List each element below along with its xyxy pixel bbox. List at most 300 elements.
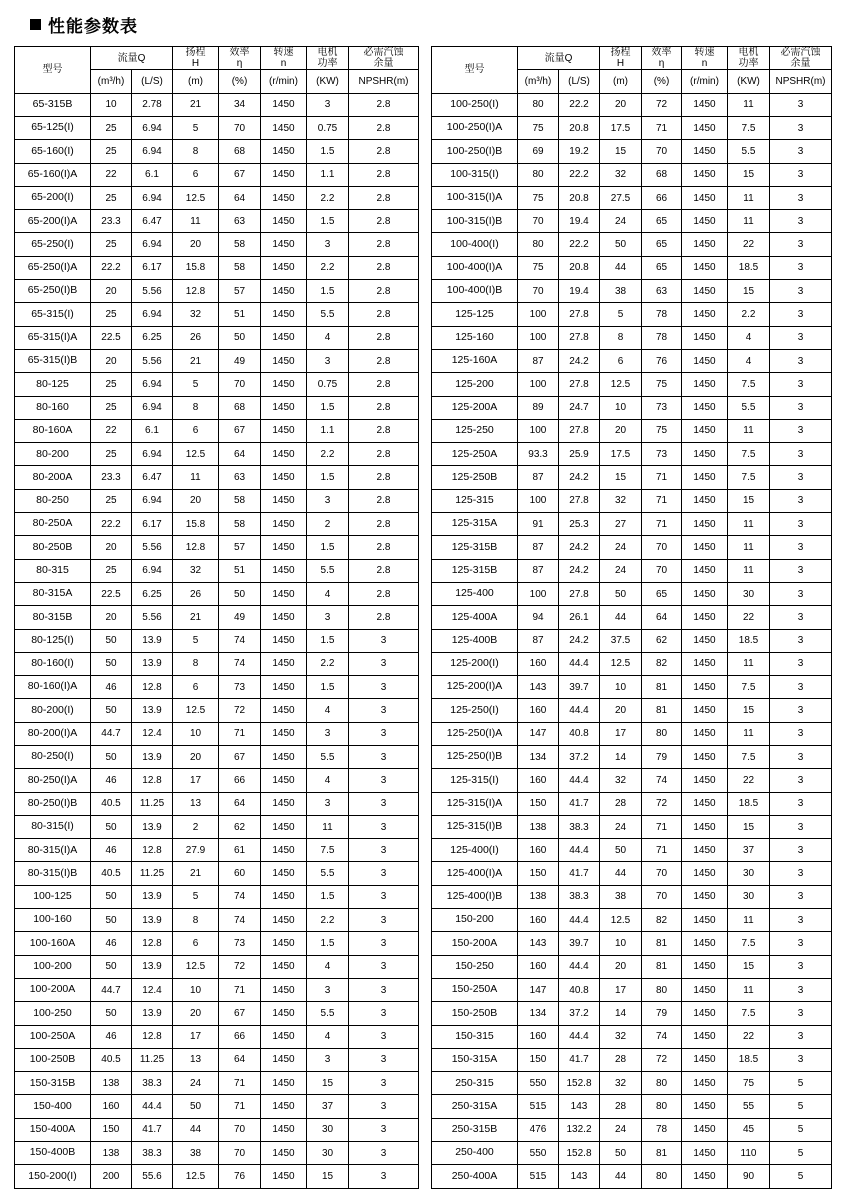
cell-value: 27.8 bbox=[559, 303, 600, 326]
cell-value: 94 bbox=[518, 606, 559, 629]
cell-value: 17 bbox=[173, 769, 219, 792]
cell-value: 1.5 bbox=[307, 536, 349, 559]
cell-model: 100-400(I)A bbox=[432, 256, 518, 279]
cell-value: 28 bbox=[600, 792, 642, 815]
table-row bbox=[15, 1072, 419, 1095]
cell-value: 12.8 bbox=[132, 676, 173, 699]
table-row bbox=[15, 1165, 419, 1188]
cell-value: 12.5 bbox=[173, 699, 219, 722]
header-flow-m3h: (m³/h) bbox=[91, 70, 132, 93]
cell-value: 476 bbox=[518, 1118, 559, 1141]
cell-value: 20 bbox=[91, 349, 132, 372]
table-row bbox=[432, 489, 832, 512]
cell-value: 2.78 bbox=[132, 93, 173, 116]
cell-value: 32 bbox=[600, 769, 642, 792]
cell-value: 3 bbox=[770, 1002, 832, 1025]
cell-value: 3 bbox=[770, 978, 832, 1001]
cell-value: 66 bbox=[219, 769, 261, 792]
cell-value: 2.8 bbox=[349, 93, 419, 116]
cell-value: 1.1 bbox=[307, 163, 349, 186]
cell-value: 3 bbox=[770, 280, 832, 303]
cell-value: 3 bbox=[770, 909, 832, 932]
cell-value: 100 bbox=[518, 326, 559, 349]
cell-value: 1450 bbox=[261, 769, 307, 792]
header-row-top bbox=[432, 47, 832, 70]
cell-value: 3 bbox=[770, 629, 832, 652]
cell-model: 65-160(I)A bbox=[15, 163, 91, 186]
cell-model: 125-160 bbox=[432, 326, 518, 349]
cell-value: 70 bbox=[219, 116, 261, 139]
cell-value: 93.3 bbox=[518, 443, 559, 466]
cell-value: 1450 bbox=[261, 303, 307, 326]
header-flow-group: 流量Q bbox=[91, 47, 173, 70]
cell-value: 11 bbox=[728, 93, 770, 116]
cell-value: 44.4 bbox=[559, 769, 600, 792]
table-row bbox=[432, 862, 832, 885]
cell-value: 11 bbox=[307, 815, 349, 838]
cell-value: 3 bbox=[770, 349, 832, 372]
cell-value: 25 bbox=[91, 396, 132, 419]
cell-value: 15.8 bbox=[173, 256, 219, 279]
cell-model: 65-200(I)A bbox=[15, 210, 91, 233]
table-row bbox=[15, 1025, 419, 1048]
cell-model: 100-250(I) bbox=[432, 93, 518, 116]
cell-value: 1450 bbox=[682, 163, 728, 186]
cell-value: 15.8 bbox=[173, 513, 219, 536]
cell-value: 44.4 bbox=[559, 955, 600, 978]
table-row bbox=[15, 419, 419, 442]
cell-model: 125-200 bbox=[432, 373, 518, 396]
cell-value: 3 bbox=[770, 419, 832, 442]
cell-value: 37 bbox=[728, 839, 770, 862]
cell-value: 27.8 bbox=[559, 373, 600, 396]
cell-model: 125-250(I)B bbox=[432, 745, 518, 768]
cell-value: 12.8 bbox=[132, 769, 173, 792]
cell-value: 515 bbox=[518, 1165, 559, 1188]
cell-model: 80-200 bbox=[15, 443, 91, 466]
cell-model: 125-250B bbox=[432, 466, 518, 489]
cell-value: 6.94 bbox=[132, 443, 173, 466]
cell-value: 6.47 bbox=[132, 466, 173, 489]
cell-value: 2 bbox=[307, 513, 349, 536]
table-row bbox=[15, 1095, 419, 1118]
cell-value: 3 bbox=[307, 792, 349, 815]
cell-value: 3 bbox=[349, 1025, 419, 1048]
header-power-unit: (KW) bbox=[728, 70, 770, 93]
cell-model: 80-315A bbox=[15, 582, 91, 605]
cell-value: 63 bbox=[219, 210, 261, 233]
cell-value: 1450 bbox=[682, 909, 728, 932]
cell-value: 7.5 bbox=[728, 116, 770, 139]
cell-value: 3 bbox=[770, 559, 832, 582]
cell-value: 14 bbox=[600, 745, 642, 768]
cell-value: 143 bbox=[518, 932, 559, 955]
cell-value: 21 bbox=[173, 606, 219, 629]
cell-value: 1450 bbox=[682, 210, 728, 233]
table-row bbox=[432, 909, 832, 932]
cell-value: 40.8 bbox=[559, 978, 600, 1001]
cell-value: 3 bbox=[770, 815, 832, 838]
cell-value: 13 bbox=[173, 792, 219, 815]
cell-value: 15 bbox=[600, 466, 642, 489]
cell-value: 5 bbox=[600, 303, 642, 326]
cell-value: 3 bbox=[770, 652, 832, 675]
cell-value: 58 bbox=[219, 489, 261, 512]
cell-value: 100 bbox=[518, 419, 559, 442]
cell-value: 20 bbox=[173, 489, 219, 512]
cell-value: 1450 bbox=[682, 349, 728, 372]
cell-value: 3 bbox=[770, 396, 832, 419]
table-row bbox=[432, 978, 832, 1001]
cell-value: 1450 bbox=[261, 722, 307, 745]
cell-model: 100-250B bbox=[15, 1048, 91, 1071]
cell-value: 46 bbox=[91, 932, 132, 955]
cell-value: 44.4 bbox=[559, 909, 600, 932]
cell-value: 2.8 bbox=[349, 303, 419, 326]
cell-model: 125-400(I)B bbox=[432, 885, 518, 908]
table-row bbox=[432, 513, 832, 536]
cell-value: 63 bbox=[642, 280, 682, 303]
table-row bbox=[432, 582, 832, 605]
cell-value: 2.8 bbox=[349, 233, 419, 256]
header-speed-unit: (r/min) bbox=[682, 70, 728, 93]
cell-value: 25 bbox=[91, 233, 132, 256]
cell-value: 1450 bbox=[261, 1072, 307, 1095]
cell-value: 73 bbox=[219, 676, 261, 699]
cell-value: 24.2 bbox=[559, 629, 600, 652]
cell-value: 65 bbox=[642, 210, 682, 233]
cell-value: 3 bbox=[770, 513, 832, 536]
table-row bbox=[432, 1048, 832, 1071]
cell-value: 26 bbox=[173, 582, 219, 605]
cell-value: 1450 bbox=[682, 1025, 728, 1048]
table-row bbox=[432, 955, 832, 978]
header-head: 扬程 H bbox=[173, 47, 219, 70]
cell-value: 25 bbox=[91, 373, 132, 396]
cell-value: 51 bbox=[219, 303, 261, 326]
cell-value: 1.5 bbox=[307, 676, 349, 699]
cell-value: 63 bbox=[219, 466, 261, 489]
cell-value: 50 bbox=[91, 909, 132, 932]
cell-value: 22.2 bbox=[91, 256, 132, 279]
cell-value: 3 bbox=[770, 116, 832, 139]
cell-value: 75 bbox=[518, 256, 559, 279]
cell-value: 4 bbox=[307, 1025, 349, 1048]
table-row bbox=[432, 140, 832, 163]
cell-value: 44.4 bbox=[559, 699, 600, 722]
cell-value: 1450 bbox=[261, 116, 307, 139]
cell-value: 44 bbox=[600, 1165, 642, 1188]
cell-value: 3 bbox=[770, 1025, 832, 1048]
cell-value: 3 bbox=[307, 606, 349, 629]
cell-value: 138 bbox=[518, 885, 559, 908]
cell-value: 6.25 bbox=[132, 326, 173, 349]
cell-value: 37.2 bbox=[559, 1002, 600, 1025]
table-header-right bbox=[432, 47, 832, 94]
cell-value: 3 bbox=[349, 652, 419, 675]
header-power: 电机 功率 bbox=[728, 47, 770, 70]
cell-model: 80-250(I)A bbox=[15, 769, 91, 792]
cell-value: 1450 bbox=[261, 862, 307, 885]
cell-value: 10 bbox=[173, 722, 219, 745]
table-row bbox=[15, 513, 419, 536]
table-row bbox=[432, 186, 832, 209]
table-row bbox=[432, 326, 832, 349]
cell-value: 5.56 bbox=[132, 349, 173, 372]
cell-value: 1.5 bbox=[307, 280, 349, 303]
cell-value: 50 bbox=[600, 839, 642, 862]
cell-value: 23.3 bbox=[91, 210, 132, 233]
cell-value: 64 bbox=[219, 792, 261, 815]
cell-value: 2.2 bbox=[307, 186, 349, 209]
cell-value: 3 bbox=[307, 233, 349, 256]
table-row bbox=[15, 1048, 419, 1071]
cell-value: 1450 bbox=[261, 1048, 307, 1071]
table-row bbox=[15, 652, 419, 675]
cell-value: 74 bbox=[219, 909, 261, 932]
cell-model: 150-315 bbox=[432, 1025, 518, 1048]
cell-value: 24 bbox=[600, 210, 642, 233]
cell-value: 50 bbox=[91, 955, 132, 978]
cell-model: 100-250 bbox=[15, 1002, 91, 1025]
cell-value: 1450 bbox=[682, 792, 728, 815]
cell-value: 30 bbox=[728, 862, 770, 885]
cell-value: 138 bbox=[518, 815, 559, 838]
cell-model: 80-250(I) bbox=[15, 745, 91, 768]
cell-value: 66 bbox=[219, 1025, 261, 1048]
cell-value: 6.17 bbox=[132, 256, 173, 279]
cell-model: 125-400(I)A bbox=[432, 862, 518, 885]
cell-value: 3 bbox=[770, 862, 832, 885]
cell-value: 44.7 bbox=[91, 978, 132, 1001]
cell-value: 7.5 bbox=[728, 932, 770, 955]
cell-value: 132.2 bbox=[559, 1118, 600, 1141]
cell-value: 32 bbox=[173, 559, 219, 582]
table-row bbox=[15, 1002, 419, 1025]
cell-value: 11 bbox=[728, 978, 770, 1001]
cell-value: 1450 bbox=[261, 489, 307, 512]
cell-model: 65-315(I) bbox=[15, 303, 91, 326]
cell-model: 80-315(I) bbox=[15, 815, 91, 838]
table-header-left bbox=[15, 47, 419, 94]
cell-value: 11 bbox=[728, 513, 770, 536]
cell-value: 160 bbox=[518, 769, 559, 792]
cell-model: 125-315(I)A bbox=[432, 792, 518, 815]
cell-value: 3 bbox=[349, 1095, 419, 1118]
cell-value: 71 bbox=[642, 839, 682, 862]
cell-value: 160 bbox=[518, 699, 559, 722]
cell-value: 81 bbox=[642, 932, 682, 955]
table-row bbox=[432, 396, 832, 419]
cell-value: 6.94 bbox=[132, 559, 173, 582]
cell-value: 6 bbox=[173, 419, 219, 442]
cell-value: 2.8 bbox=[349, 186, 419, 209]
cell-value: 2.2 bbox=[307, 652, 349, 675]
cell-value: 138 bbox=[91, 1142, 132, 1165]
cell-value: 10 bbox=[600, 396, 642, 419]
cell-value: 11.25 bbox=[132, 792, 173, 815]
cell-value: 1.5 bbox=[307, 932, 349, 955]
cell-model: 100-160 bbox=[15, 909, 91, 932]
cell-model: 125-315B bbox=[432, 536, 518, 559]
cell-value: 32 bbox=[600, 163, 642, 186]
cell-value: 5.56 bbox=[132, 606, 173, 629]
cell-value: 22.2 bbox=[559, 93, 600, 116]
cell-value: 1450 bbox=[682, 280, 728, 303]
cell-value: 22.5 bbox=[91, 582, 132, 605]
cell-value: 3 bbox=[307, 722, 349, 745]
cell-value: 7.5 bbox=[728, 443, 770, 466]
table-row bbox=[432, 373, 832, 396]
cell-value: 91 bbox=[518, 513, 559, 536]
table-row bbox=[15, 256, 419, 279]
cell-value: 3 bbox=[349, 955, 419, 978]
cell-value: 24 bbox=[600, 536, 642, 559]
cell-model: 100-125 bbox=[15, 885, 91, 908]
cell-value: 22 bbox=[728, 606, 770, 629]
cell-value: 75 bbox=[728, 1072, 770, 1095]
cell-value: 3 bbox=[349, 1142, 419, 1165]
cell-value: 6 bbox=[173, 676, 219, 699]
cell-value: 13.9 bbox=[132, 1002, 173, 1025]
cell-value: 134 bbox=[518, 745, 559, 768]
cell-value: 58 bbox=[219, 256, 261, 279]
cell-model: 80-160(I)A bbox=[15, 676, 91, 699]
table-row bbox=[432, 280, 832, 303]
cell-value: 21 bbox=[173, 349, 219, 372]
cell-value: 79 bbox=[642, 745, 682, 768]
cell-value: 20 bbox=[91, 536, 132, 559]
cell-value: 3 bbox=[307, 349, 349, 372]
table-row bbox=[15, 815, 419, 838]
cell-value: 6.94 bbox=[132, 396, 173, 419]
cell-value: 4 bbox=[307, 326, 349, 349]
cell-value: 61 bbox=[219, 839, 261, 862]
cell-value: 160 bbox=[518, 652, 559, 675]
cell-model: 150-400B bbox=[15, 1142, 91, 1165]
cell-value: 79 bbox=[642, 1002, 682, 1025]
cell-value: 1450 bbox=[261, 932, 307, 955]
cell-value: 6.94 bbox=[132, 186, 173, 209]
cell-value: 1.1 bbox=[307, 419, 349, 442]
cell-model: 125-315 bbox=[432, 489, 518, 512]
cell-value: 41.7 bbox=[559, 1048, 600, 1071]
cell-value: 1450 bbox=[261, 513, 307, 536]
cell-value: 4 bbox=[728, 326, 770, 349]
cell-value: 24.7 bbox=[559, 396, 600, 419]
cell-value: 37.2 bbox=[559, 745, 600, 768]
cell-value: 80 bbox=[518, 233, 559, 256]
cell-value: 38.3 bbox=[559, 815, 600, 838]
cell-value: 3 bbox=[770, 186, 832, 209]
cell-value: 38 bbox=[173, 1142, 219, 1165]
cell-value: 2.8 bbox=[349, 373, 419, 396]
cell-value: 64 bbox=[642, 606, 682, 629]
cell-value: 67 bbox=[219, 745, 261, 768]
cell-value: 6.94 bbox=[132, 373, 173, 396]
cell-model: 125-125 bbox=[432, 303, 518, 326]
cell-value: 80 bbox=[642, 1072, 682, 1095]
cell-value: 4 bbox=[728, 349, 770, 372]
table-row bbox=[15, 885, 419, 908]
cell-value: 23.3 bbox=[91, 466, 132, 489]
cell-value: 3 bbox=[349, 1072, 419, 1095]
cell-value: 4 bbox=[307, 699, 349, 722]
cell-value: 13.9 bbox=[132, 955, 173, 978]
cell-value: 5.5 bbox=[307, 862, 349, 885]
table-row bbox=[432, 1002, 832, 1025]
cell-value: 1450 bbox=[682, 722, 728, 745]
cell-value: 3 bbox=[770, 489, 832, 512]
cell-value: 13.9 bbox=[132, 909, 173, 932]
cell-value: 1450 bbox=[682, 186, 728, 209]
cell-value: 160 bbox=[518, 909, 559, 932]
cell-value: 3 bbox=[770, 885, 832, 908]
cell-value: 0.75 bbox=[307, 373, 349, 396]
cell-value: 24 bbox=[173, 1072, 219, 1095]
table-row bbox=[432, 652, 832, 675]
table-row bbox=[15, 489, 419, 512]
cell-value: 70 bbox=[642, 559, 682, 582]
cell-value: 28 bbox=[600, 1095, 642, 1118]
cell-value: 7.5 bbox=[728, 466, 770, 489]
cell-value: 1450 bbox=[261, 443, 307, 466]
cell-model: 80-315B bbox=[15, 606, 91, 629]
cell-value: 74 bbox=[219, 885, 261, 908]
table-row bbox=[15, 955, 419, 978]
table-row bbox=[432, 1072, 832, 1095]
cell-value: 71 bbox=[642, 489, 682, 512]
cell-value: 5.5 bbox=[307, 559, 349, 582]
cell-value: 11 bbox=[728, 419, 770, 442]
cell-value: 27.8 bbox=[559, 582, 600, 605]
cell-value: 44 bbox=[600, 862, 642, 885]
cell-value: 50 bbox=[91, 1002, 132, 1025]
table-row bbox=[432, 256, 832, 279]
cell-value: 2.8 bbox=[349, 582, 419, 605]
cell-value: 80 bbox=[642, 978, 682, 1001]
cell-value: 37.5 bbox=[600, 629, 642, 652]
header-head-unit: (m) bbox=[600, 70, 642, 93]
cell-value: 4 bbox=[307, 582, 349, 605]
cell-model: 80-250(I)B bbox=[15, 792, 91, 815]
table-row bbox=[432, 722, 832, 745]
cell-value: 70 bbox=[219, 1142, 261, 1165]
cell-value: 75 bbox=[518, 186, 559, 209]
cell-value: 1450 bbox=[682, 1095, 728, 1118]
cell-value: 20 bbox=[173, 1002, 219, 1025]
cell-model: 150-200A bbox=[432, 932, 518, 955]
cell-value: 100 bbox=[518, 373, 559, 396]
cell-value: 27.8 bbox=[559, 419, 600, 442]
cell-value: 3 bbox=[349, 839, 419, 862]
cell-value: 71 bbox=[219, 722, 261, 745]
cell-value: 1450 bbox=[261, 582, 307, 605]
cell-value: 1450 bbox=[261, 186, 307, 209]
cell-value: 6.1 bbox=[132, 419, 173, 442]
cell-value: 6 bbox=[600, 349, 642, 372]
cell-value: 12.5 bbox=[173, 955, 219, 978]
cell-value: 3 bbox=[349, 1118, 419, 1141]
table-row bbox=[15, 466, 419, 489]
cell-value: 5 bbox=[173, 885, 219, 908]
table-row bbox=[432, 559, 832, 582]
header-efficiency: 效率 η bbox=[642, 47, 682, 70]
cell-value: 13 bbox=[173, 1048, 219, 1071]
cell-value: 20 bbox=[600, 699, 642, 722]
cell-value: 143 bbox=[518, 676, 559, 699]
table-row bbox=[15, 909, 419, 932]
